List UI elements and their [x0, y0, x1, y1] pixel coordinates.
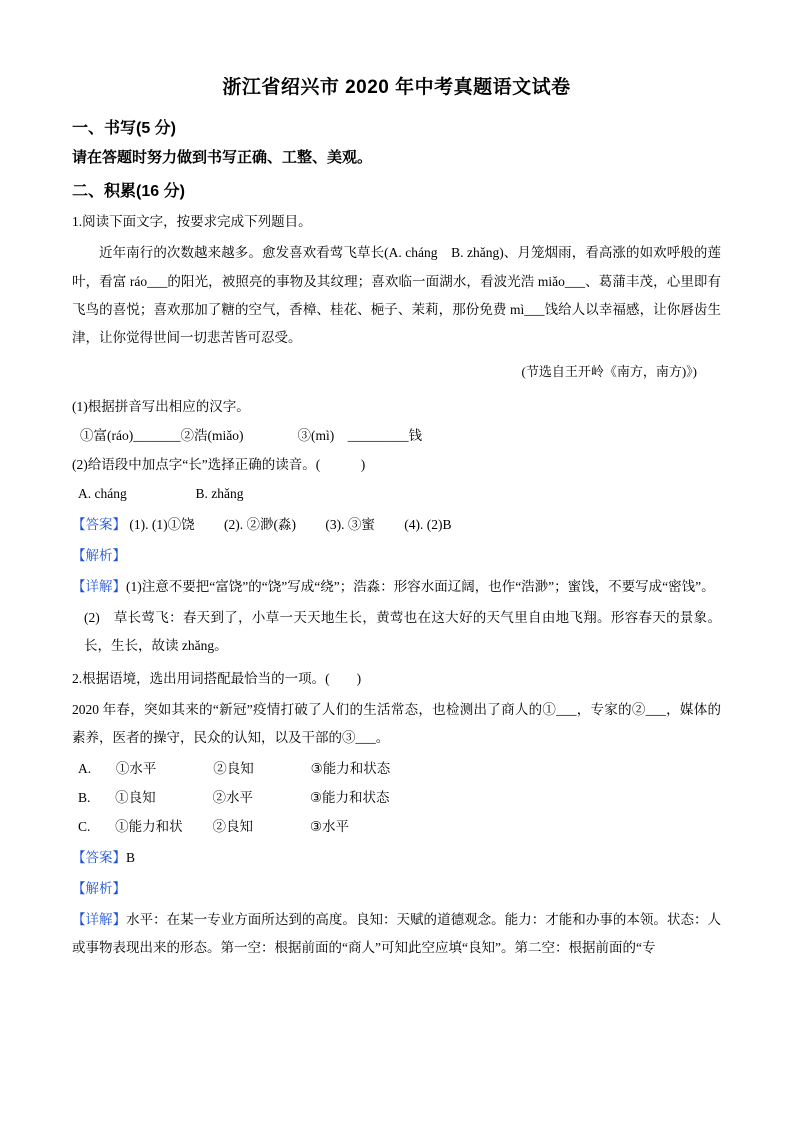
question-2-detail-1: [72, 906, 721, 961]
answer-value: B: [126, 850, 136, 866]
question-1-analysis: [72, 542, 721, 569]
option-col-1: ①水平: [115, 761, 157, 777]
answer-item: (2). ②渺(淼): [223, 516, 296, 532]
answer-item: (3). ③蜜: [325, 516, 375, 532]
option-col-2: ②良知: [212, 819, 254, 835]
detail-text: (1)注意不要把“富饶”的“饶”写成“绕”；浩淼：形容水面辽阔，也作“浩渺”；蜜饯，不要写成“密饯”。: [126, 578, 715, 594]
question-1-sub-2: (2)给语段中加点字“长”选择正确的读音。( ): [72, 456, 366, 472]
option-col-1: ①能力和状: [115, 819, 183, 835]
answer-item: (1). (1)①饶: [129, 516, 195, 532]
question-1-passage: 近年南行的次数越来越多。愈发喜欢看莺飞草长(A. cháng B. zhǎng)、月笼烟雨，看高涨的如欢呼般的莲叶，看富 ráo___的阳光，被照亮的事物及其纹理；喜欢临一面湖水，看波光浩 miǎo___、葛蒲丰茂，心里即有飞鸟的喜悦；喜欢那加了糖的空气，香樟、桂花、梔子、茉莉，那份免费 mì___饯给人以幸福感，让你唇齿生津，让你觉得世间一切悲苦皆可忍受。: [72, 245, 721, 346]
answer-tag: 【答案】: [72, 516, 126, 532]
option-col-2: ②水平: [212, 790, 254, 806]
question-1-option-a[interactable]: A. cháng: [78, 485, 127, 501]
question-2-analysis: [72, 875, 721, 902]
option-label: A.: [78, 761, 92, 777]
option-col-1: ①良知: [115, 790, 156, 806]
question-2-stem: 2.根据语境，选出用词搭配最恰当的一项。( ): [72, 670, 362, 686]
analysis-tag: 【解析】: [72, 881, 126, 897]
analysis-tag: 【解析】: [72, 547, 126, 563]
detail-text: 水平：在某一专业方面所达到的高度。良知：天赋的道德观念。能力：才能和办事的本领。状态：人或事物表现出来的形态。第一空：根据前面的“商人”可知此空应填“良知”。第二空：根据前面的“专: [72, 912, 722, 956]
detail-tag: 【详解】: [72, 912, 127, 928]
section-1-instruction: 请在答题时努力做到书写正确、工整、美观。: [72, 149, 373, 166]
question-1-detail-2: (2) 草长莺飞：春天到了，小草一天天地生长，黄莺也在这大好的天气里自由地飞翔。形容春天的景象。长，生长，故读 zhǎng。: [84, 610, 721, 654]
section-heading-2: 二、积累(16 分): [72, 183, 185, 200]
question-1-stem: 1.阅读下面文字，按要求完成下列题目。: [72, 214, 312, 229]
option-col-3: ③能力和状态: [310, 761, 391, 777]
question-1-option-b[interactable]: B. zhǎng: [195, 485, 244, 501]
question-2-option-c[interactable]: [72, 813, 721, 840]
section-heading-1: 一、书写(5 分): [72, 120, 177, 137]
option-col-2: ②良知: [213, 761, 254, 777]
answer-tag: 【答案】: [72, 850, 126, 866]
question-2-option-a[interactable]: [72, 755, 721, 782]
question-1-detail-1: [72, 573, 721, 601]
question-1-source: (节选自王开岭《南方，南方)》): [521, 363, 697, 379]
question-1-blanks: ①富(ráo)_______②浩(miǎo) ③(mì) _________钱: [80, 427, 422, 443]
option-col-3: ③水平: [309, 819, 349, 835]
answer-item: (4). (2)B: [404, 516, 452, 532]
page-title: 浙江省绍兴市 2020 年中考真题语文试卷: [222, 77, 571, 98]
option-label: B.: [78, 790, 91, 806]
option-col-3: ③能力和状态: [309, 790, 390, 806]
question-1-sub-1: (1)根据拼音写出相应的汉字。: [72, 398, 250, 414]
question-1-answer: [72, 511, 721, 538]
question-2-passage: 2020 年春，突如其来的“新冠”疫情打破了人们的生活常态，也检测出了商人的①___，专家的②___，媒体的素养，医者的操守，民众的认知，以及干部的③___。: [72, 702, 721, 745]
question-1-options: [72, 480, 721, 507]
detail-tag: 【详解】: [72, 578, 126, 594]
question-2-option-b[interactable]: [72, 784, 721, 811]
option-label: C.: [78, 819, 91, 835]
question-2-answer: [72, 844, 721, 871]
